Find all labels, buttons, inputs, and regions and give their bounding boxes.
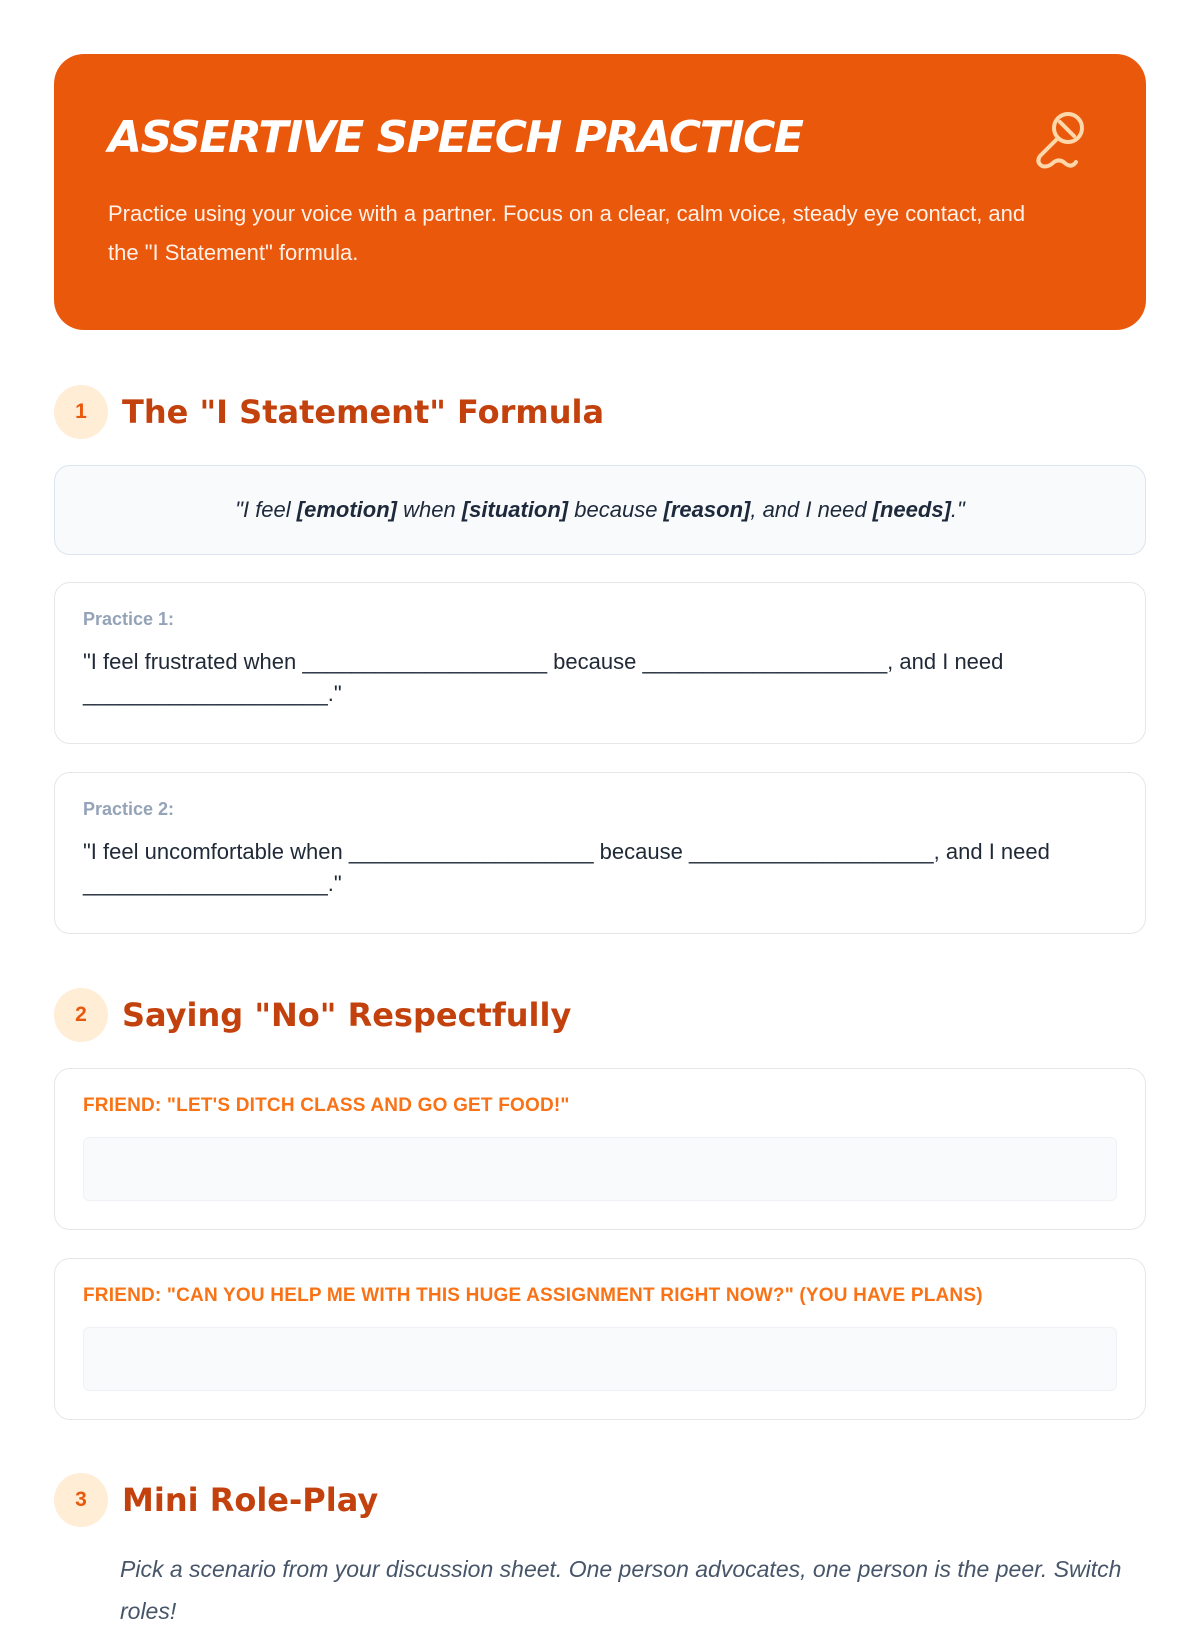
scenario-card — [54, 1068, 1146, 1230]
section-1-header — [54, 385, 604, 439]
practice-card — [54, 582, 1146, 744]
section-1-number: 1 — [54, 385, 108, 439]
scenario-card — [54, 1258, 1146, 1420]
page-description: Practice using your voice with a partner. Focus on a clear, calm voice, steady eye contact, and the "I Statement" formula. — [108, 201, 1026, 265]
roleplay-instructions: Pick a scenario from your discussion sheet. One person advocates, one person is the peer. Switch roles! — [120, 1556, 1122, 1624]
response-input[interactable] — [83, 1137, 1117, 1201]
page-title: ASSERTIVE SPEECH PRACTICE — [108, 112, 803, 163]
section-3-number: 3 — [54, 1473, 108, 1527]
practice-sentence[interactable]: "I feel uncomfortable when ____________________ because ____________________, and I need ____________________." — [83, 839, 1050, 896]
section-1-title: The "I Statement" Formula — [122, 393, 605, 431]
practice-label: Practice 1: — [83, 609, 175, 629]
scenario-prompt: FRIEND: "LET'S DITCH CLASS AND GO GET FOOD!" — [83, 1095, 570, 1116]
practice-label: Practice 2: — [83, 799, 175, 819]
header-banner — [54, 54, 1146, 330]
microphone-icon — [1030, 108, 1090, 172]
response-input[interactable] — [83, 1327, 1117, 1391]
section-3-header — [54, 1473, 378, 1527]
section-3-title: Mini Role-Play — [122, 1481, 379, 1519]
practice-card — [54, 772, 1146, 934]
section-2-number: 2 — [54, 988, 108, 1042]
practice-sentence[interactable]: "I feel frustrated when ____________________ because ____________________, and I need ____________________." — [83, 649, 1004, 706]
section-2-header — [54, 988, 571, 1042]
formula-card — [54, 465, 1146, 555]
scenario-prompt: FRIEND: "CAN YOU HELP ME WITH THIS HUGE ASSIGNMENT RIGHT NOW?" (YOU HAVE PLANS) — [83, 1285, 983, 1306]
section-2-title: Saying "No" Respectfully — [122, 996, 572, 1034]
formula-text: "I feel [emotion] when [situation] because [reason], and I need [needs]." — [235, 497, 965, 522]
